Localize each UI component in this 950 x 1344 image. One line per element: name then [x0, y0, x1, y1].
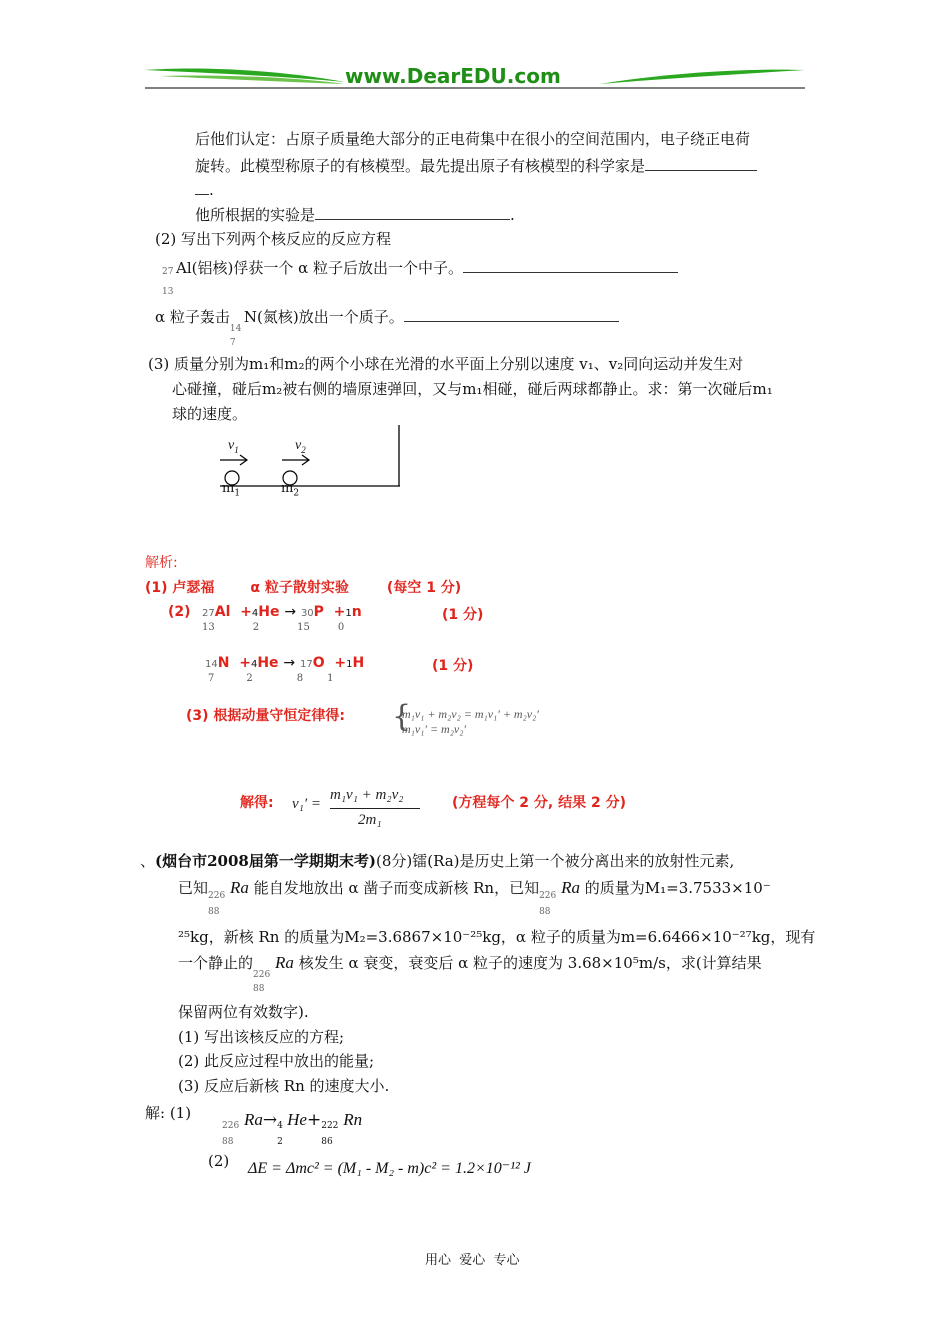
q4-line-4: 一个静止的 226 88 Ra 核发生 α 衰变，衰变后 α 粒子的速度为 3.68×10⁵m/s，求(计算结果: [178, 953, 762, 994]
label-v2: $v_2$: [295, 438, 306, 455]
result-denominator: 2m₁: [358, 812, 382, 828]
q2-reaction-1: 27 13 Al(铝核)俘获一个 α 粒子后放出一个中子。: [162, 257, 678, 278]
label-m2: $m_2$: [281, 481, 300, 499]
answer-label: 解: (1): [145, 1104, 192, 1122]
q4-sub-3: (3) 反应后新核 Rn 的速度大小.: [178, 1077, 390, 1095]
intro-line-1: 后他们认定：占原子质量绝大部分的正电荷集中在很小的空间范围内，电子绕正电荷: [195, 130, 751, 148]
result-score: (方程每个 2 分, 结果 2 分): [452, 795, 626, 811]
answer-2-eq1: 27Al +4He → 30P +1n: [202, 604, 362, 620]
label-m1: $m_1$: [222, 481, 241, 499]
result-numerator: m₁v₁ + m₂v₂: [330, 787, 404, 803]
momentum-eq1: m₁v₁ + m₂v₂ = m₁v₁′ + m₂v₂′: [402, 707, 539, 721]
q4-sub-2: (2) 此反应过程中放出的能量;: [178, 1052, 375, 1070]
answer-2-eq2-z: 7 2 8 1: [208, 673, 334, 684]
site-title: www.DearEDU.com: [345, 64, 561, 88]
solution-head: 解析:: [145, 555, 178, 571]
intro-line-3: .: [195, 180, 214, 199]
answer-2-score-1: (1 分): [442, 607, 484, 623]
q4-line-2: 已知 226 88 Ra 能自发地放出 α 凿子而变成新核 Rn，已知 226 88 Ra 的质量为M₁=3.7533×10⁻: [178, 878, 771, 917]
result-left: v₁′ =: [292, 796, 322, 812]
momentum-eq2: m₁v₁′ = m₂v₂′: [402, 722, 467, 736]
answer-3: (3) 根据动量守恒定律得:: [186, 708, 346, 724]
q3-line-2: 心碰撞，碰后m₂被右侧的墙原速弹回，又与m₁相碰，碰后两球都静止。求：第一次碰后m₁: [172, 380, 773, 398]
answer-2-score-2: (1 分): [432, 658, 474, 674]
answer-2-eq2: 14N +4He → 17O +1H: [205, 655, 365, 671]
answer-p2-label: (2): [208, 1152, 230, 1170]
q4-line-1: 、(烟台市2008届第一学期期末考)(8分)镭(Ra)是历史上第一个被分离出来的放射性元素,: [140, 852, 735, 870]
q4-line-5: 保留两位有效数字).: [178, 1003, 309, 1021]
energy-equation: ΔE = Δmc² = (M₁ - M₂ - m)c² = 1.2×10⁻¹² J: [248, 1160, 531, 1177]
jiede-label: 解得:: [240, 795, 274, 811]
answer-2-eq1-z: 13 2 15 0: [202, 622, 345, 633]
q3-line-3: 球的速度。: [172, 405, 248, 423]
q4-line-3: ²⁵kg，新核 Rn 的质量为M₂=3.6867×10⁻²⁵kg，α 粒子的质量为m=6.6466×10⁻²⁷kg，现有: [178, 928, 816, 946]
label-v1: $v_1$: [228, 438, 239, 455]
intro-line-2: 旋转。此模型称原子的有核模型。最先提出原子有核模型的科学家是: [195, 155, 757, 176]
q4-sub-1: (1) 写出该核反应的方程;: [178, 1028, 345, 1046]
q2-reaction-2: α 粒子轰击 14 7 N(氮核)放出一个质子。: [155, 306, 619, 327]
answer-1: (1) 卢瑟福 α 粒子散射实验 (每空 1 分): [145, 580, 462, 596]
fraction-bar: [330, 808, 420, 809]
decay-equation: 226 88 Ra→ 4 2 He+ 222 86 Rn: [222, 1110, 363, 1147]
intro-line-4: 他所根据的实验是 .: [195, 206, 515, 224]
answer-2-label: (2): [168, 604, 191, 620]
q2-title: (2) 写出下列两个核反应的反应方程: [155, 230, 392, 248]
footer: 用心 爱心 专心: [425, 1253, 520, 1268]
momentum-brace: {: [392, 699, 412, 734]
q3-line-1: (3) 质量分别为m₁和m₂的两个小球在光滑的水平面上分别以速度 v₁、v₂同向运动并发生对: [148, 355, 744, 373]
